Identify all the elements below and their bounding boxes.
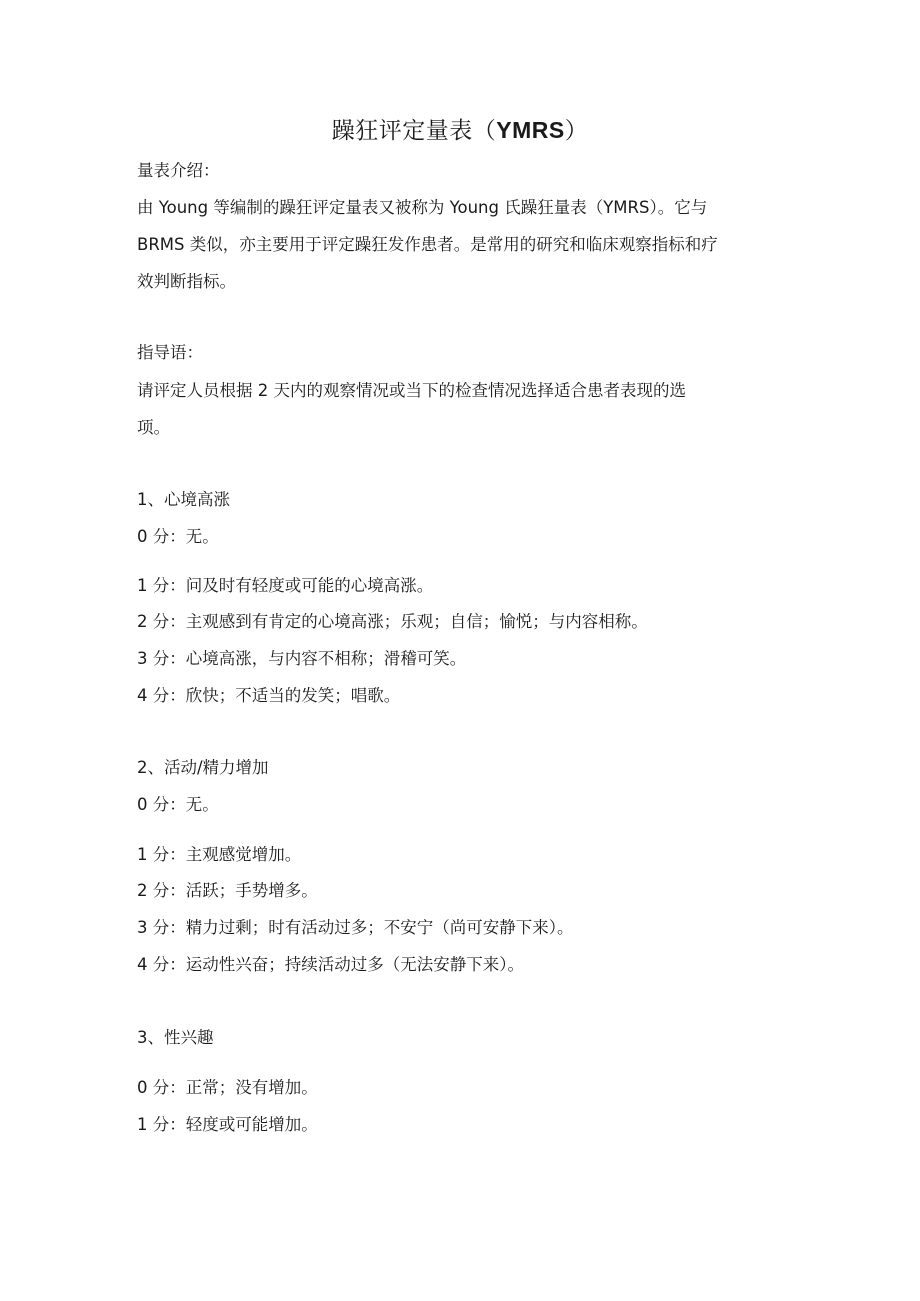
item-option: 4 分：欣快；不适当的发笑；唱歌。	[137, 686, 401, 705]
item-option: 1 分：主观感觉增加。	[137, 845, 302, 864]
item-option: 0 分：无。	[137, 795, 219, 814]
item-option: 2 分：活跃；手势增多。	[137, 881, 318, 900]
intro-heading: 量表介绍：	[137, 161, 220, 180]
guide-line: 项。	[137, 418, 170, 437]
item-option: 1 分：轻度或可能增加。	[137, 1115, 318, 1134]
intro-line: 效判断指标。	[137, 272, 236, 291]
item-option: 1 分：问及时有轻度或可能的心境高涨。	[137, 576, 434, 595]
guide-heading: 指导语：	[137, 343, 203, 362]
intro-line: 由 Young 等编制的躁狂评定量表又被称为 Young 氏躁狂量表（YMRS）。它与	[137, 198, 708, 217]
intro-line: BRMS 类似，亦主要用于评定躁狂发作患者。是常用的研究和临床观察指标和疗	[137, 235, 718, 254]
item-option: 0 分：无。	[137, 527, 219, 546]
item-heading: 3、性兴趣	[137, 1028, 214, 1047]
item-option: 2 分：主观感到有肯定的心境高涨；乐观；自信；愉悦；与内容相称。	[137, 612, 648, 631]
item-heading: 1、心境高涨	[137, 490, 230, 509]
item-option: 3 分：心境高涨，与内容不相称；滑稽可笑。	[137, 649, 467, 668]
guide-line: 请评定人员根据 2 天内的观察情况或当下的检查情况选择适合患者表现的选	[137, 381, 686, 400]
item-option: 3 分：精力过剩；时有活动过多；不安宁（尚可安静下来）。	[137, 918, 574, 937]
item-option: 0 分：正常；没有增加。	[137, 1078, 318, 1097]
item-heading: 2、活动/精力增加	[137, 758, 269, 777]
item-option: 4 分：运动性兴奋；持续活动过多（无法安静下来）。	[137, 955, 524, 974]
title-close: ）	[564, 118, 589, 144]
title-abbr: YMRS	[496, 117, 565, 143]
title-main: 躁狂评定量表（	[331, 118, 497, 144]
page-title	[0, 114, 920, 147]
